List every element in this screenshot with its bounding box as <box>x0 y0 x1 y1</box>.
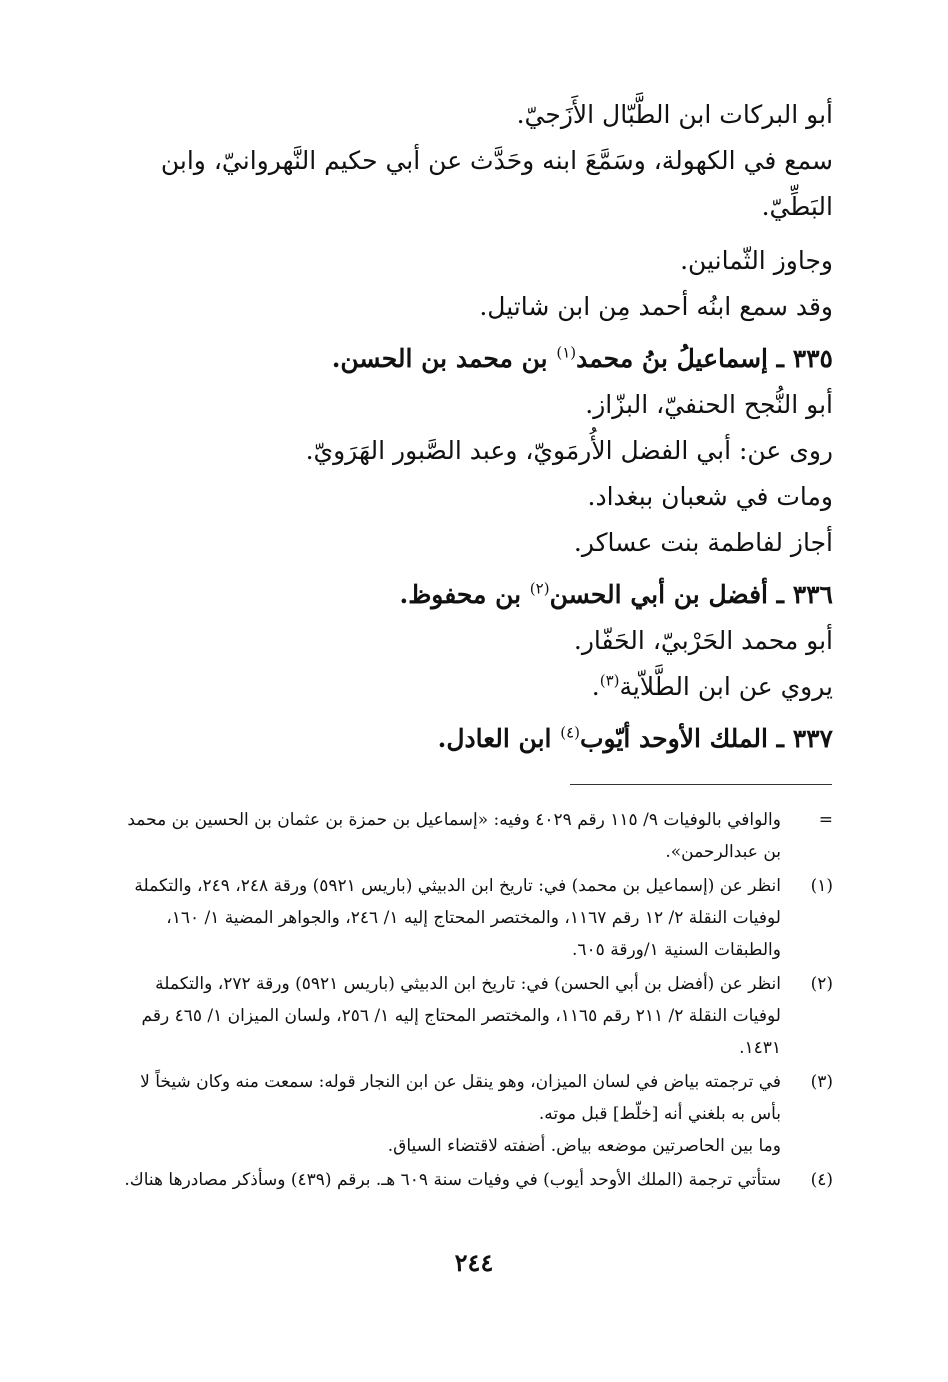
entry-title-end: بن محفوظ. <box>399 580 530 609</box>
entry-title-end: ابن العادل. <box>437 724 561 753</box>
entry-heading-336 <box>105 572 833 618</box>
text-line: أجاز لفاطمة بنت عساكر. <box>573 528 833 557</box>
footnote-marker: (٤) <box>810 1170 833 1190</box>
entry-title: ٣٣٥ ـ إسماعيلُ بنُ محمد <box>576 344 833 373</box>
footnote-ref: (٢) <box>529 579 550 598</box>
footnote-marker: (١) <box>810 876 833 896</box>
line-end: . <box>591 672 600 701</box>
footnote-text: والوافي بالوفيات ٩/ ١١٥ رقم ٤٠٢٩ وفيه: «إسماعيل بن حمزة بن عثمان بن الحسين بن محمد بن عبدالرحمن». <box>127 810 781 862</box>
footnote-marker: (٢) <box>810 974 833 994</box>
footnote-marker: = <box>818 810 833 830</box>
footnote-ref: (٤) <box>560 723 580 742</box>
text-line: أبو النُّجح الحنفيّ، البزّاز. <box>585 390 833 419</box>
footnote-text: ستأتي ترجمة (الملك الأوحد أيوب) في وفيات سنة ٦٠٩ هـ. برقم (٤٣٩) وسأذكر مصادرها هناك. <box>124 1170 781 1190</box>
footnote-ref: (١) <box>556 343 577 362</box>
footnote-marker: (٣) <box>810 1072 833 1092</box>
text-line: أبو البركات ابن الطَّبّال الأَزَجيّ. <box>516 100 833 129</box>
footnote-3 <box>105 1066 833 1162</box>
text-line <box>105 664 833 710</box>
text-line: أبو محمد الحَرْبيّ، الحَفّار. <box>573 626 833 655</box>
footnote-continuation <box>105 804 833 868</box>
text-line: سمع في الكهولة، وسَمَّعَ ابنه وحَدَّث عن أبي حكيم النَّهروانيّ، وابن البَطِّيّ. <box>160 146 833 221</box>
text-line: وجاوز الثّمانين. <box>680 246 833 275</box>
footnote-separator <box>570 784 832 785</box>
footnote-1 <box>105 870 833 966</box>
footnote-text: انظر عن (أفضل بن أبي الحسن) في: تاريخ ابن الدبيثي (باريس ٥٩٢١) ورقة ٢٧٢، والتكملة لوفيات النقلة ٢/ ٢١١ رقم ١١٦٥، والمختصر المحتاج إليه ١/ ٢٥٦، ولسان الميزان ١/ ٤٦٥ رقم ١٤٣١. <box>141 974 781 1058</box>
page-number: ٢٤٤ <box>454 1248 494 1277</box>
footnote-4 <box>105 1164 833 1196</box>
footnote-text: في ترجمته بياض في لسان الميزان، وهو ينقل عن ابن النجار قوله: سمعت منه وكان شيخاً لا بأس به بلغني أنه [خلّط] قبل موته. <box>140 1072 781 1124</box>
text-line: روى عن: أبي الفضل الأُرمَويّ، وعبد الصَّبور الهَرَويّ. <box>305 436 833 465</box>
footnote-text: انظر عن (إسماعيل بن محمد) في: تاريخ ابن الدبيثي (باريس ٥٩٢١) ورقة ٢٤٨، ٢٤٩، والتكملة لوفيات النقلة ٢/ ١٢ رقم ١١٦٧، والمختصر المحتاج إليه ١/ ٢٤٦، والجواهر المضية ١/ ١٦٠، والطبقات السنية ١/ورقة ٦٠٥. <box>134 876 781 960</box>
text-line: وقد سمع ابنُه أحمد مِن ابن شاتيل. <box>479 292 833 321</box>
footnote-ref: (٣) <box>599 671 620 690</box>
entry-heading-335 <box>105 336 833 382</box>
line-text: يروي عن ابن الطَّلاّية <box>619 672 833 701</box>
entry-title: ٣٣٧ ـ الملك الأوحد أيّوب <box>579 724 833 753</box>
main-text <box>105 92 833 762</box>
entry-title-end: بن محمد بن الحسن. <box>331 344 557 373</box>
footnote-2 <box>105 968 833 1064</box>
entry-heading-337 <box>105 716 833 762</box>
text-line: ومات في شعبان ببغداد. <box>587 482 833 511</box>
entry-title: ٣٣٦ ـ أفضل بن أبي الحسن <box>549 580 833 609</box>
footnote-text: وما بين الحاصرتين موضعه بياض. أضفته لاقتضاء السياق. <box>387 1136 781 1156</box>
footnotes <box>105 804 833 1198</box>
